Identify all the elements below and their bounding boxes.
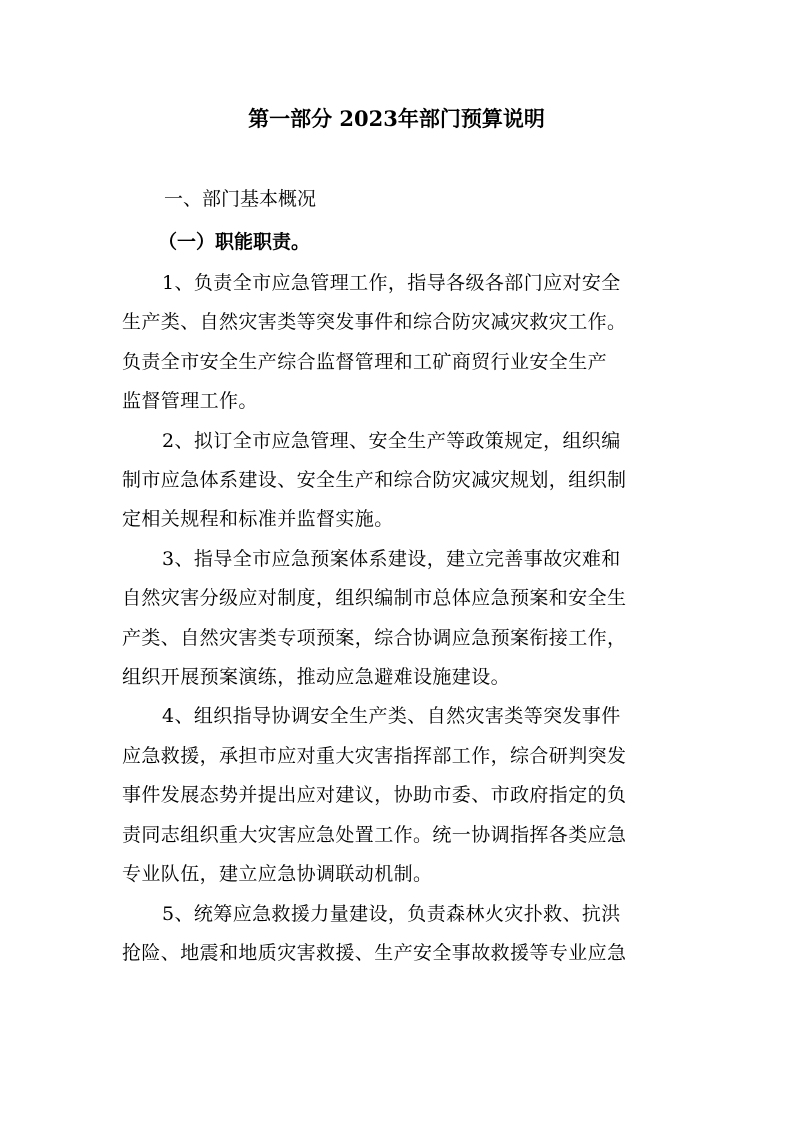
paragraph-3: 3、指导全市应急预案体系建设，建立完善事故灾难和 自然灾害分级应对制度，组织编制市总体应急预案和安全生 产类、自然灾害类专项预案，综合协调应急预案衔接工作， 组织开展预案演练，推动应急避难设施建设。 (122, 547, 627, 689)
document-title: 第一部分 2023年部门预算说明 (248, 106, 545, 131)
body-text (122, 264, 675, 973)
paragraph-1: 1、负责全市应急管理工作，指导各级各部门应对安全 生产类、自然灾害类等突发事件和综合防灾减灾救灾工作。 负责全市安全生产综合监督管理和工矿商贸行业安全生产 监督管理工作。 (122, 272, 627, 413)
paragraph-5: 5、统筹应急救援力量建设，负责森林火灾扑救、抗洪 抢险、地震和地质灾害救援、生产安全事故救援等专业应急 (122, 902, 627, 964)
paragraph-4: 4、组织指导协调安全生产类、自然灾害类等突发事件 应急救援，承担市应对重大灾害指挥部工作，综合研判突发 事件发展态势并提出应对建议，协助市委、市政府指定的负 责同志组织重大灾害应急处置工作。统一协调指挥各类应急 专业队伍，建立应急协调联动机制。 (122, 705, 627, 886)
subsection-heading: （一）职能职责。 (158, 231, 311, 253)
section-heading: 一、部门基本概况 (164, 188, 317, 210)
paragraph-2: 2、拟订全市应急管理、安全生产等政策规定，组织编 制市应急体系建设、安全生产和综合防灾减灾规划，组织制 定相关规程和标准并监督实施。 (122, 429, 627, 531)
